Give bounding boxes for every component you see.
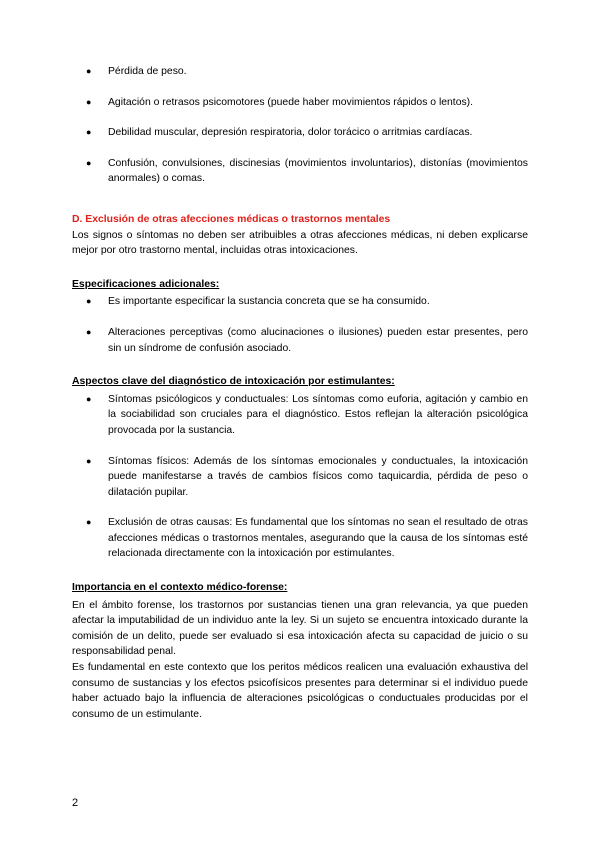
list-item: ● Síntomas físicos: Además de los síntomas emocionales y conductuales, la intoxicación puede manifestarse a través de cambios físicos como taquicardia, pérdida de peso o dilatación pupilar. [86,455,528,498]
list-item: ● Agitación o retrasos psicomotores (puede haber movimientos rápidos o lentos). [72,95,528,111]
list-item: ● Confusión, convulsiones, discinesias (movimientos involuntarios), distonías (movimientos anormales) o comas. [86,157,528,185]
especificaciones-list [72,294,528,356]
list-item: ● Es importante especificar la sustancia concreta que se ha consumido. [72,294,528,310]
bullet-icon: ● [86,127,92,138]
bullet-icon: ● [86,455,92,466]
bullet-icon: ● [86,157,92,168]
symptom-list [72,64,528,187]
aspectos-heading: Aspectos clave del diagnóstico de intoxicación por estimulantes: [72,376,395,388]
bullet-icon: ● [86,517,92,528]
page-number: 2 [72,797,79,809]
importancia-paragraph-2: Es fundamental en este contexto que los peritos médicos realicen una evaluación exhaustiva del consumo de sustancias y los efectos psicofísicos presentes para determinar si el individuo puede haber actuado bajo la influencia de alteraciones psicológicas o conductuales producidas por el consumo de un estimulante. [72,662,528,720]
list-item: ● Alteraciones perceptivas (como alucinaciones o ilusiones) pueden estar presentes, pero sin un síndrome de confusión asociado. [86,326,528,354]
importancia-paragraph-1: En el ámbito forense, los trastornos por sustancias tienen una gran relevancia, ya que pueden afectar la imputabilidad de un individuo ante la ley. Si un sujeto se encuentra intoxicado durante la comisión de un delito, puede ser evaluado si esa intoxicación afecta su capacidad de juicio o su responsabilidad penal. [72,599,528,658]
bullet-icon: ● [86,296,92,307]
bullet-icon: ● [86,96,92,107]
bullet-icon: ● [86,393,92,404]
list-item: ● Pérdida de peso. [72,64,528,80]
aspectos-list [72,392,528,562]
section-d-text: Los signos o síntomas no deben ser atribuibles a otras afecciones médicas, ni deben explicarse mejor por otro trastorno mental, incluidas otras intoxicaciones. [72,229,528,257]
list-item: ● Exclusión de otras causas: Es fundamental que los síntomas no sean el resultado de otras afecciones médicas o trastornos mentales, asegurando que la causa de los síntomas esté relacionada directamente con la intoxicación por estimulantes. [86,517,528,560]
importancia-heading: Importancia en el contexto médico-forense: [72,582,288,594]
section-d-heading: D. Exclusión de otras afecciones médicas o trastornos mentales [72,213,391,225]
bullet-icon: ● [86,66,92,76]
especificaciones-heading: Especificaciones adicionales: [72,278,220,290]
page-content [72,64,528,722]
list-item: ● Debilidad muscular, depresión respiratoria, dolor torácico o arritmias cardíacas. [72,125,528,141]
list-item: ● Síntomas psicólogicos y conductuales: Los síntomas como euforia, agitación y cambio en la sociabilidad son cruciales para el diagnóstico. Estos reflejan la alteración psicológica provocada por la sustancia. [86,393,528,436]
bullet-icon: ● [86,326,92,337]
